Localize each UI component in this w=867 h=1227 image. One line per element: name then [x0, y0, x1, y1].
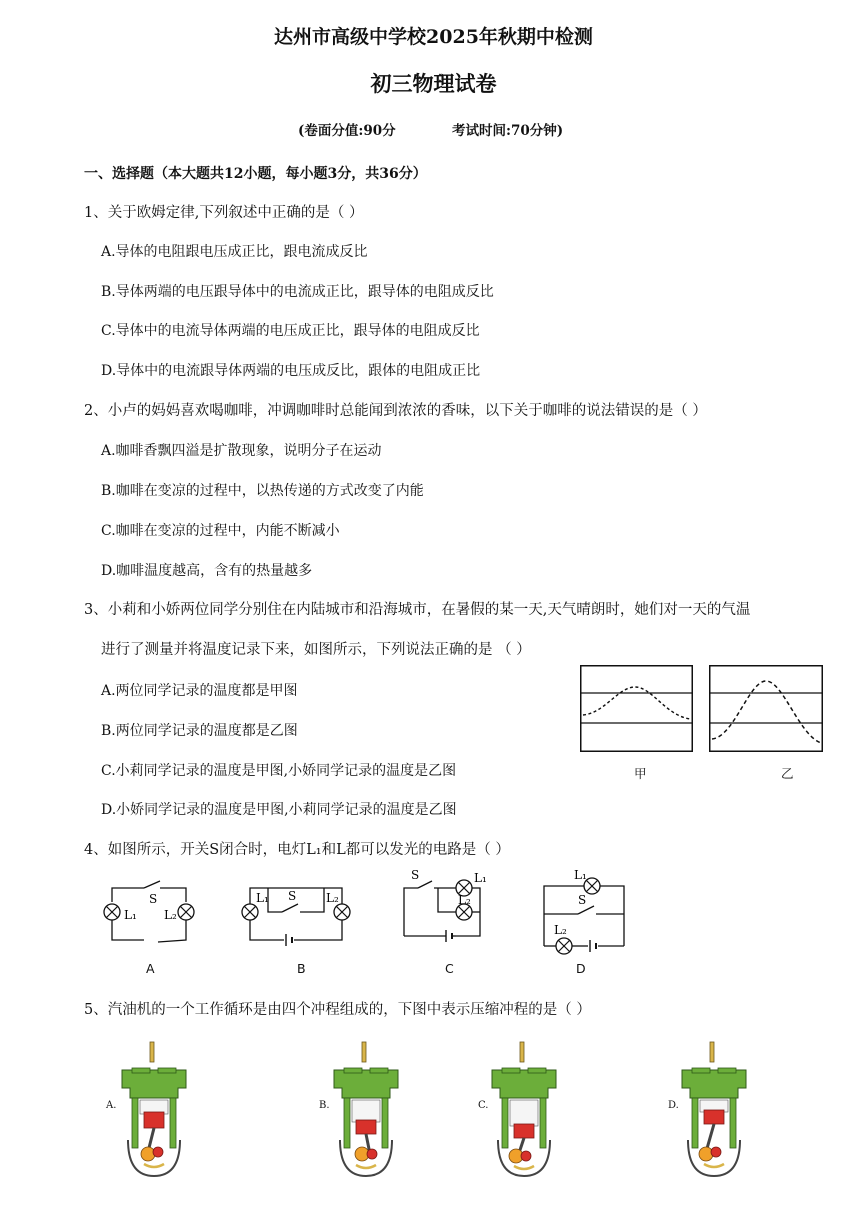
circuit-c-lamp1-label: L₁: [474, 871, 487, 885]
circuit-d-lamp2-label: L₂: [554, 923, 567, 937]
circuit-d-switch-label: S: [578, 893, 587, 907]
question-4-stem: 4、如图所示，开关S闭合时，电灯L₁和L都可以发光的电路是（ ）: [84, 842, 510, 858]
question-1-option-b: B.导体两端的电压跟导体中的电流成正比，跟导体的电阻成反比: [101, 284, 494, 300]
engine-label-d: D.: [668, 1100, 679, 1111]
engine-label-b: B.: [319, 1100, 330, 1111]
section-heading: 一、选择题（本大题共12小题，每小题3分，共36分）: [84, 166, 427, 182]
circuit-b-lamp2-label: L₂: [326, 891, 339, 905]
circuit-d-lamp1-label: L₁: [574, 868, 587, 882]
exam-title: 达州市高级中学校2025年秋期中检测: [274, 26, 593, 48]
circuit-b-switch-label: S: [288, 889, 297, 903]
figure-label-yi: 乙: [781, 766, 794, 781]
question-1-option-a: A.导体的电阻跟电压成正比，跟电流成反比: [101, 244, 368, 260]
question-2-stem: 2、小卢的妈妈喜欢喝咖啡，冲调咖啡时总能闻到浓浓的香味，以下关于咖啡的说法错误的是（ ）: [84, 403, 707, 419]
temperature-figure-jia: [580, 665, 693, 752]
engine-a: [118, 1040, 190, 1180]
circuit-c-lamp2-label: L₂: [458, 893, 471, 907]
circuit-b: [238, 882, 353, 948]
question-1-option-c: C.导体中的电流导体两端的电压成正比，跟导体的电阻成反比: [101, 323, 480, 339]
question-3-option-d: D.小娇同学记录的温度是甲图,小莉同学记录的温度是乙图: [101, 802, 457, 818]
circuit-a-switch-label: S: [149, 892, 158, 906]
time-info: 考试时间:70分钟): [452, 123, 564, 139]
circuit-d: [538, 866, 633, 958]
engine-c: [488, 1040, 560, 1180]
circuit-a-lamp2-label: L₂: [164, 908, 177, 922]
exam-subject: 初三物理试卷: [370, 71, 497, 96]
question-1-stem: 1、关于欧姆定律,下列叙述中正确的是（ ）: [84, 205, 364, 221]
circuit-a-lamp1-label: L₁: [124, 908, 137, 922]
question-5-stem: 5、汽油机的一个工作循环是由四个冲程组成的，下图中表示压缩冲程的是（ ）: [84, 1002, 591, 1018]
engine-label-c: C.: [478, 1100, 489, 1111]
question-2-option-c: C.咖啡在变凉的过程中，内能不断减小: [101, 523, 340, 539]
circuit-c-switch-label: S: [411, 868, 420, 882]
question-1-option-d: D.导体中的电流跟导体两端的电压成反比，跟体的电阻成正比: [101, 363, 481, 379]
engine-d: [678, 1040, 750, 1180]
circuit-label-a: A: [146, 961, 155, 976]
question-3-stem-line2: 进行了测量并将温度记录下来，如图所示，下列说法正确的是 （ ）: [101, 642, 531, 658]
circuit-label-c: C: [445, 961, 454, 976]
engine-b: [330, 1040, 402, 1180]
question-2-option-b: B.咖啡在变凉的过程中，以热传递的方式改变了内能: [101, 483, 424, 499]
question-3-stem: 3、小莉和小娇两位同学分别住在内陆城市和沿海城市，在暑假的某一天,天气晴朗时，她们对一天的气温: [84, 602, 751, 618]
circuit-label-b: B: [297, 961, 306, 976]
question-2-option-d: D.咖啡温度越高，含有的热量越多: [101, 563, 313, 579]
engine-label-a: A.: [106, 1100, 117, 1111]
question-3-option-c: C.小莉同学记录的温度是甲图,小娇同学记录的温度是乙图: [101, 763, 457, 779]
figure-label-jia: 甲: [634, 766, 647, 781]
score-info: (卷面分值:90分: [298, 123, 396, 139]
temperature-figure-yi: [709, 665, 823, 752]
circuit-a: [100, 872, 200, 952]
question-3-option-a: A.两位同学记录的温度都是甲图: [101, 683, 298, 699]
circuit-b-lamp1-label: L₁: [256, 891, 269, 905]
question-3-option-b: B.两位同学记录的温度都是乙图: [101, 723, 298, 739]
question-2-option-a: A.咖啡香飘四溢是扩散现象，说明分子在运动: [101, 443, 382, 459]
circuit-label-d: D: [576, 961, 586, 976]
circuit-c: [398, 866, 493, 954]
